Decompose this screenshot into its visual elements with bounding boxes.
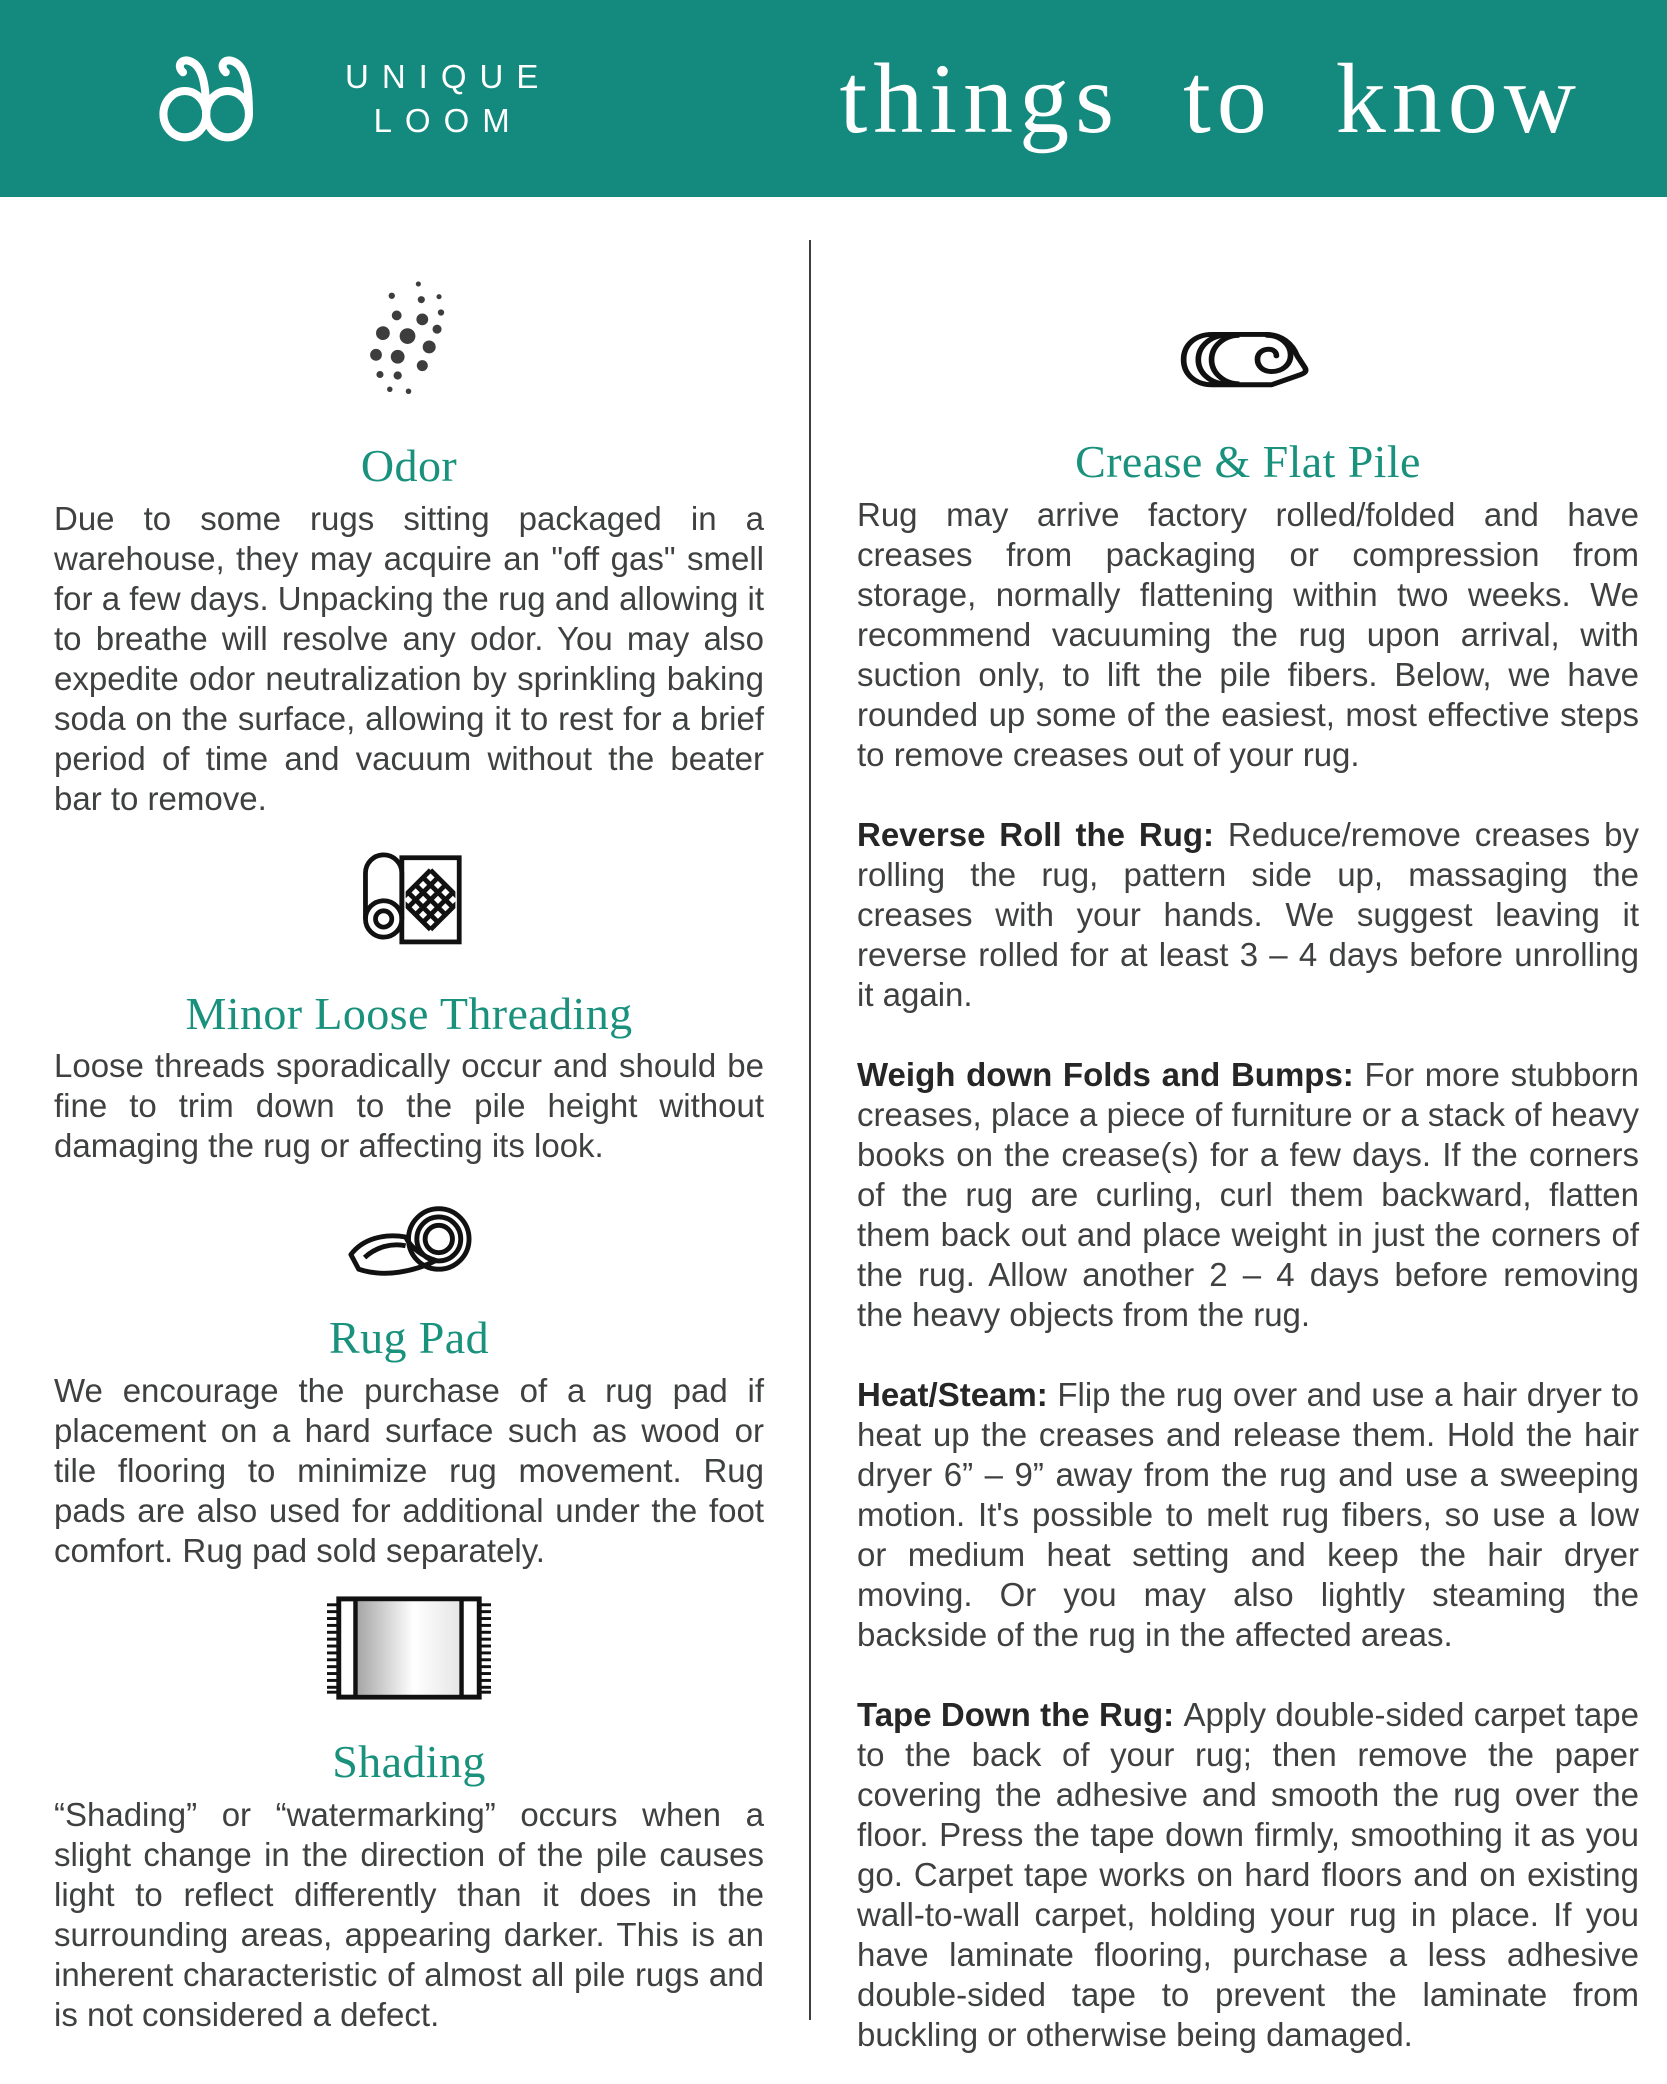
fringed-rug-icon [323,1593,495,1703]
section-shading [54,1593,764,2035]
right-column [857,197,1639,2055]
tip-heat-steam-label: Heat/Steam: [857,1375,1048,1413]
section-heading-odor: Odor [360,440,458,491]
brand-name [345,55,551,142]
tip-weigh-down-body: For more stubborn creases, place a piece of furniture or a stack of heavy books on the crease(s) for a few days. If the corners of the rug are curling, curl them backward, flatten them back out and place weight in just the corners of the rug. Allow another 2 – 4 days before removing the heavy objects from the rug. [857,1055,1639,1333]
section-body-shading: “Shading” or “watermarking” occurs when a slight change in the direction of the pile causes light to reflect differently than it does in the surrounding areas, appearing darker. This is an inherent characteristic of almost all pile rugs and is not considered a defect. [54,1795,764,2033]
tip-tape-down [857,1695,1639,2055]
tip-weigh-down-label: Weigh down Folds and Bumps: [857,1055,1354,1093]
brand-name-line1: UNIQUE [345,57,552,95]
section-heading-loose-threading: Minor Loose Threading [185,987,633,1039]
unique-loom-monogram-icon [133,50,315,148]
crease-intro: Rug may arrive factory rolled/folded and have creases from packaging or compression from storage, normally flattening within two weeks. We recommend vacuuming the rug upon arrival, with suction only, to lift the pile fibers. Below, we have rounded up some of the easiest, most effective steps to remove creases out of your rug. [857,495,1639,773]
content [0,197,1667,2055]
header-banner [0,0,1667,197]
section-loose-threading [54,837,764,1167]
page-title: things to know [839,42,1582,154]
odor-speckles-icon [367,279,451,407]
left-column [54,197,764,2055]
tip-heat-steam-body: Flip the rug over and use a hair dryer to heat up the creases and release them. Hold the hair dryer 6” – 9” away from the rug and use a sweeping motion. It's possible to melt rug fibers, so use a low or medium heat setting and keep the hair dryer moving. Or you may also lightly steaming the backside of the rug in the affected areas. [857,1375,1640,1653]
tip-reverse-roll-label: Reverse Roll the Rug: [857,815,1215,853]
column-divider [809,240,811,2020]
tip-tape-down-body: Apply double-sided carpet tape to the back of your rug; then remove the paper covering the adhesive and smooth the rug over the floor. Press the tape down firmly, smoothing it as you go. Carpet tape works on hard floors and on existing wall-to-wall carpet, holding your rug in place. If you have laminate flooring, purchase a less adhesive double-sided tape to prevent the laminate from buckling or otherwise being damaged. [857,1695,1639,2053]
section-body-rug-pad: We encourage the purchase of a rug pad if placement on a hard surface such as wood or tile flooring to minimize rug movement. Rug pads are also used for additional under the foot comfort. Rug pad sold separately. [54,1372,764,1570]
rolled-rug-lattice-icon [354,837,464,955]
rug-pad-roll-icon [343,1196,475,1279]
section-body-loose-threading: Loose threads sporadically occur and should be fine to trim down to the pile height without damaging the rug or affecting its look. [54,1047,764,1165]
section-heading-shading: Shading [332,1736,486,1788]
brand-name-line2: LOOM [373,101,523,139]
section-heading-crease: Crease & Flat Pile [1075,436,1421,487]
tip-tape-down-label: Tape Down the Rug: [857,1695,1175,1733]
side-rolled-rug-icon [1177,327,1319,393]
brand-logo [133,50,551,148]
tip-reverse-roll-body: Reduce/remove creases by rolling the rug, pattern side up, massaging the creases with your hands. We suggest leaving it reverse rolled for at least 3 – 4 days before unrolling it again. [857,815,1639,1013]
section-odor [54,279,764,819]
tip-reverse-roll [857,815,1639,1015]
section-body-odor: Due to some rugs sitting packaged in a warehouse, they may acquire an "off gas" smell for a few days. Unpacking the rug and allowing it to breathe will resolve any odor. You may also expedite odor neutralization by sprinkling baking soda on the surface, allowing it to rest for a brief period of time and vacuum without the beater bar to remove. [54,499,764,817]
section-crease-flat-pile [857,327,1639,2055]
tip-weigh-down [857,1055,1639,1335]
tip-heat-steam [857,1375,1639,1655]
section-rug-pad [54,1196,764,1571]
section-heading-rug-pad: Rug Pad [329,1312,489,1364]
